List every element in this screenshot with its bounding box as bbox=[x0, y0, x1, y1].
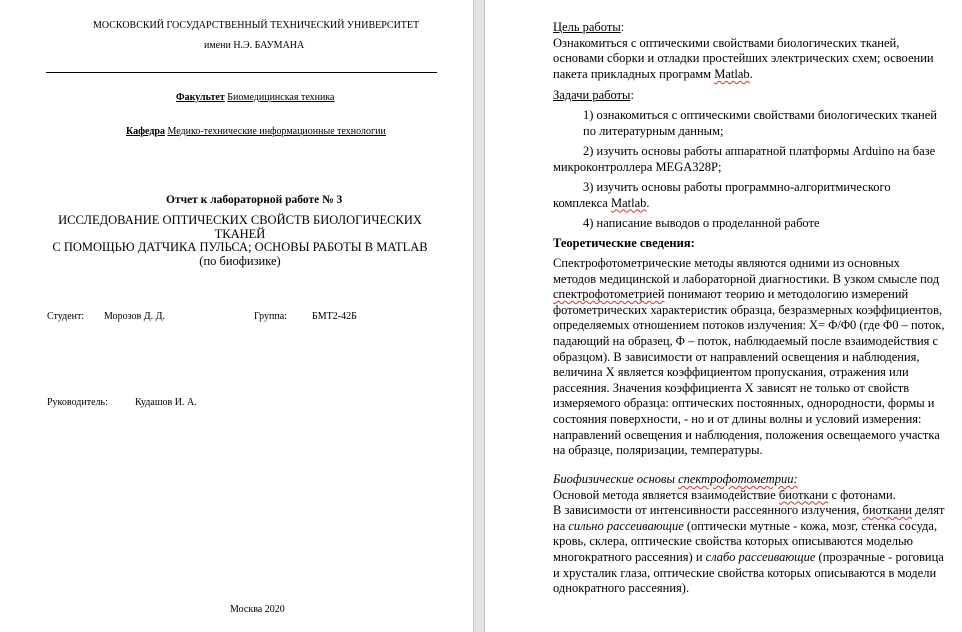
task-3: 3) изучить основы работы программно-алгоритмического комплекса Matlab. bbox=[553, 180, 891, 210]
university-name: МОСКОВСКИЙ ГОСУДАРСТВЕННЫЙ ТЕХНИЧЕСКИЙ УНИВЕРСИТЕТ bbox=[93, 20, 420, 31]
spell-flag: Matlab bbox=[610, 195, 647, 210]
city-year: Москва 2020 bbox=[230, 604, 285, 615]
department-line bbox=[126, 126, 386, 137]
tasks-label: Задачи работы bbox=[553, 88, 631, 102]
biophysics-section bbox=[553, 472, 945, 597]
department-label: Кафедра bbox=[126, 126, 165, 137]
topic-line-1: ИССЛЕДОВАНИЕ ОПТИЧЕСКИХ СВОЙСТВ БИОЛОГИЧЕСКИХ bbox=[58, 213, 422, 227]
spell-flag: Matlab bbox=[714, 66, 750, 81]
student-value: Морозов Д. Д. bbox=[104, 311, 165, 322]
scatter-paragraph: В зависимости от интенсивности рассеянного излучения, биоткани делят на сильно рассеивающие (оптически мутные - кожа, мозг, стенка сосуда, кровь, склера, оптические свойства которых описываются моделью многократного рассеяния) и слабо рассеивающие (прозрачные - роговица и хрусталик глаза, оптические свойства которых описываются в модели однократного рассеяния). bbox=[553, 503, 945, 596]
goal-label: Цель работы bbox=[553, 20, 621, 34]
supervisor-value: Кудашов И. А. bbox=[135, 397, 197, 408]
faculty-value: Биомедицинская техника bbox=[227, 92, 335, 103]
spell-flag: биоткани bbox=[778, 487, 829, 502]
spell-flag: спектрофотометрии: bbox=[678, 472, 798, 486]
topic-line-3: С ПОМОЩЬЮ ДАТЧИКА ПУЛЬСА; ОСНОВЫ РАБОТЫ В MATLAB bbox=[52, 240, 428, 254]
faculty-line bbox=[176, 92, 335, 103]
goal-heading: Цель работы: bbox=[553, 20, 625, 34]
topic-line-2: ТКАНЕЙ bbox=[214, 226, 266, 241]
spell-flag: биоткани bbox=[862, 503, 912, 518]
content-page bbox=[484, 0, 962, 632]
group-value: БМТ2-42Б bbox=[312, 311, 357, 322]
university-named-after: имени Н.Э. БАУМАНА bbox=[204, 40, 305, 51]
student-label: Студент: bbox=[47, 311, 85, 322]
biophysics-heading: Биофизические основы спектрофотометрии: bbox=[553, 472, 798, 486]
goal-text: Ознакомиться с оптическими свойствами биологических тканей, основами сборки и отладки простейших электрических схем; освоении пакета прикладных программ Matlab. bbox=[553, 35, 934, 81]
title-page bbox=[0, 0, 474, 632]
department-value: Медико-технические информационные технологии bbox=[167, 126, 386, 137]
basis-line: Основой метода является взаимодействие биоткани с фотонами. bbox=[553, 487, 896, 502]
tasks-section bbox=[553, 88, 945, 104]
theory-paragraph: Спектрофотометрические методы являются одними из основных методов медицинской и лабораторной диагностики. В узком смысле под спектрофотометрией понимают теорию и методологию измерений фотометрических характеристик образца, безразмерных коэффициентов, определяемых отношением потоков излучения: X= Φ/Φ0 (где Φ0 – поток, падающий на образец, Φ – поток, наблюдаемый после взаимодействия с образцом). В зависимости от направлений освещения и наблюдения, величина X является коэффициентом пропускания, отражения или рассеяния. Значения коэффициента X зависят не только от свойств измеряемого образца: оптических постоянных, однородности, формы и состояния поверхности, - но и от длины волны и условий измерения: направлений освещения и наблюдения, положения освещаемого участка на образце, поляризации, температуры. bbox=[553, 256, 945, 458]
report-heading: Отчет к лабораторной работе № 3 bbox=[166, 194, 343, 206]
theory-heading: Теоретические сведения: bbox=[553, 236, 695, 250]
header-divider bbox=[46, 72, 437, 73]
group-label: Группа: bbox=[254, 311, 287, 322]
task-1: 1) ознакомиться с оптическими свойствами биологических тканей по литературным данным; bbox=[583, 108, 937, 138]
report-topic bbox=[40, 214, 440, 268]
topic-line-4: (по биофизике) bbox=[199, 253, 281, 268]
supervisor-label: Руководитель: bbox=[47, 397, 108, 408]
task-2: 2) изучить основы работы аппаратной платформы Arduino на базе микроконтроллера MEGA328P; bbox=[553, 144, 936, 174]
goal-section bbox=[553, 20, 945, 82]
faculty-label: Факультет bbox=[176, 92, 225, 103]
tasks-heading: Задачи работы: bbox=[553, 88, 634, 102]
task-4: 4) написание выводов о проделанной работе bbox=[583, 216, 820, 230]
spell-flag: спектрофотометрией bbox=[553, 287, 665, 302]
